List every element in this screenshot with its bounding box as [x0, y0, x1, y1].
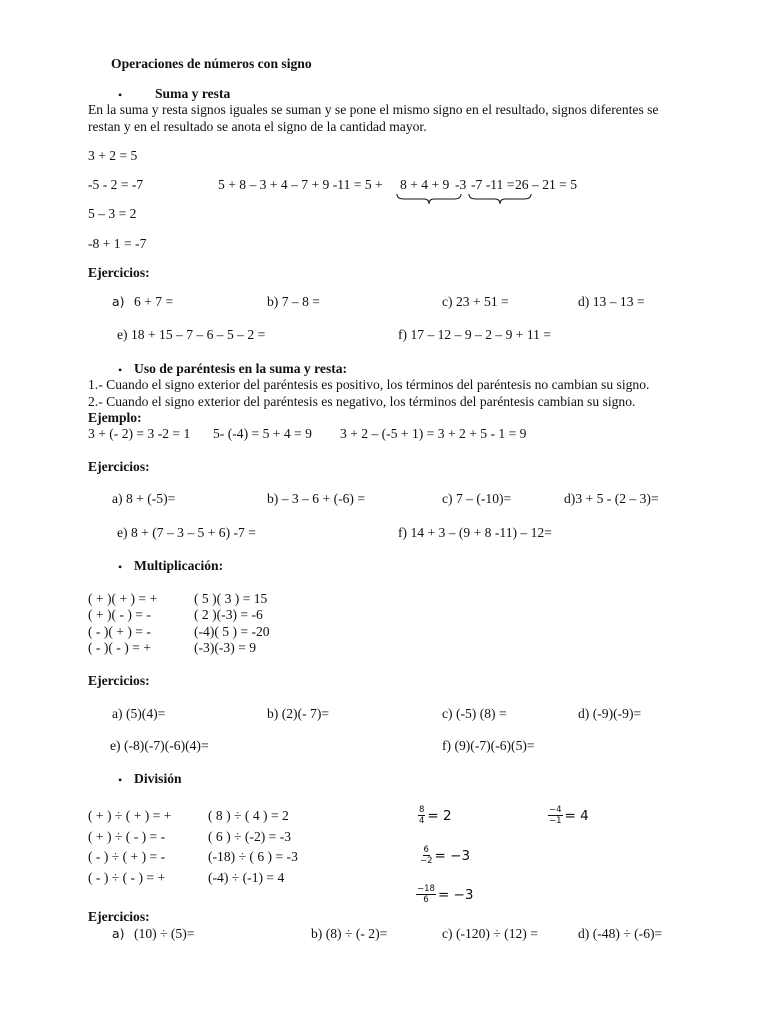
exercise-item: e) 8 + (7 – 3 – 5 + 6) -7 =: [117, 525, 256, 540]
exercise-item: c) (-120) ÷ (12) =: [442, 926, 538, 941]
exercise-item: b) – 3 – 6 + (-6) =: [267, 491, 366, 506]
rule-text-line2: restan y en el resultado se anota el signo de la cantidad mayor.: [88, 119, 427, 134]
fraction-expression: [420, 845, 470, 866]
example-line: 3 + (- 2) = 3 -2 = 1: [88, 426, 191, 441]
example-line: 5- (-4) = 5 + 4 = 9: [213, 426, 312, 441]
sign-rule: ( + ) ÷ ( - ) = -: [88, 829, 166, 844]
exercise-item: 6 + 7 =: [134, 294, 174, 309]
exercise-item: a) 8 + (-5)=: [112, 491, 176, 506]
rule-text: 1.- Cuando el signo exterior del paréntesis es positivo, los términos del paréntesis no cambian su signo.: [88, 377, 650, 392]
exercise-item: d) 13 – 13 =: [578, 294, 645, 309]
example-line: ( 5 )( 3 ) = 15: [194, 591, 268, 606]
exercise-item: d)3 + 5 - (2 – 3)=: [564, 491, 659, 506]
long-example-grouped-positive: 8 + 4 + 9: [400, 177, 450, 192]
exercise-item: d) (-48) ÷ (-6)=: [578, 926, 663, 941]
fraction-result: = −3: [434, 847, 471, 864]
exercise-item: b) (2)(- 7)=: [267, 706, 330, 721]
exercise-item: c) (-5) (8) =: [442, 706, 507, 721]
fraction-denominator: 6: [423, 895, 429, 905]
sign-rule: ( + )( - ) = -: [88, 607, 151, 622]
fraction-result: = 2: [427, 807, 452, 824]
bullet-icon: •: [118, 363, 123, 377]
long-example-grouped-negative: -7 -11 =: [471, 177, 515, 192]
ejemplo-label: Ejemplo:: [88, 410, 142, 425]
fraction-denominator: 4: [419, 816, 425, 826]
bullet-icon: •: [118, 773, 123, 787]
rule-text: 2.- Cuando el signo exterior del paréntesis es negativo, los términos del paréntesis cambian su signo.: [88, 394, 636, 409]
bullet-icon: •: [118, 560, 123, 574]
example-line: -5 - 2 = -7: [88, 177, 144, 192]
page-title: Operaciones de números con signo: [111, 56, 312, 71]
curly-brace-icon: [396, 193, 462, 205]
exercise-item: f) 14 + 3 – (9 + 8 -11) – 12=: [398, 525, 552, 540]
fraction-expression: [548, 805, 589, 826]
exercise-item: c) 7 – (-10)=: [442, 491, 512, 506]
fraction-denominator: −2: [420, 856, 433, 866]
exercise-item: b) 7 – 8 =: [267, 294, 320, 309]
fraction-numerator: −18: [417, 884, 435, 894]
example-line: 3 + 2 = 5: [88, 148, 138, 163]
long-example-result: 26 – 21 = 5: [515, 177, 578, 192]
example-line: ( 6 ) ÷ (-2) = -3: [208, 829, 292, 844]
fraction-numerator: 6: [423, 845, 429, 855]
exercise-item: d) (-9)(-9)=: [578, 706, 642, 721]
fraction-denominator: −1: [549, 816, 562, 826]
sign-rule: ( - )( - ) = +: [88, 640, 151, 655]
ejercicios-label: Ejercicios:: [88, 265, 150, 280]
ejercicios-label: Ejercicios:: [88, 459, 150, 474]
exercise-letter: a): [112, 294, 125, 309]
example-line: 5 – 3 = 2: [88, 206, 137, 221]
fraction-result: = 4: [564, 807, 589, 824]
sign-rule: ( + )( + ) = +: [88, 591, 158, 606]
exercise-item: (10) ÷ (5)=: [134, 926, 195, 941]
exercise-item: c) 23 + 51 =: [442, 294, 509, 309]
sign-rule: ( + ) ÷ ( + ) = +: [88, 808, 172, 823]
fraction-expression: [418, 805, 452, 826]
exercise-item: b) (8) ÷ (- 2)=: [311, 926, 388, 941]
fraction-numerator: 8: [419, 805, 425, 815]
example-line: (-4)( 5 ) = -20: [194, 624, 270, 639]
example-line: -8 + 1 = -7: [88, 236, 147, 251]
heading-multiplicacion: Multiplicación:: [134, 558, 224, 573]
curly-brace-icon: [468, 193, 532, 205]
fraction-expression: [416, 884, 473, 905]
exercise-item: a) (5)(4)=: [112, 706, 166, 721]
fraction-result: = −3: [437, 886, 474, 903]
long-example-part: 5 + 8 – 3 + 4 – 7 + 9 -11 = 5 +: [218, 177, 383, 192]
example-line: (-3)(-3) = 9: [194, 640, 257, 655]
example-line: 3 + 2 – (-5 + 1) = 3 + 2 + 5 - 1 = 9: [340, 426, 527, 441]
ejercicios-label: Ejercicios:: [88, 909, 150, 924]
heading-suma-resta: Suma y resta: [155, 86, 231, 101]
long-example-part: -3: [455, 177, 467, 192]
ejercicios-label: Ejercicios:: [88, 673, 150, 688]
exercise-item: e) 18 + 15 – 7 – 6 – 5 – 2 =: [117, 327, 266, 342]
heading-division: División: [134, 771, 182, 786]
example-line: ( 2 )(-3) = -6: [194, 607, 263, 622]
rule-text-line1: En la suma y resta signos iguales se suman y se pone el mismo signo en el resultado, signos diferentes se: [88, 102, 659, 117]
example-line: ( 8 ) ÷ ( 4 ) = 2: [208, 808, 289, 823]
sign-rule: ( - ) ÷ ( - ) = +: [88, 870, 166, 885]
sign-rule: ( - ) ÷ ( + ) = -: [88, 849, 166, 864]
fraction-numerator: −4: [549, 805, 562, 815]
sign-rule: ( - )( + ) = -: [88, 624, 151, 639]
heading-parentesis: Uso de paréntesis en la suma y resta:: [134, 361, 348, 376]
exercise-item: f) (9)(-7)(-6)(5)=: [442, 738, 535, 753]
example-line: (-4) ÷ (-1) = 4: [208, 870, 285, 885]
exercise-item: f) 17 – 12 – 9 – 2 – 9 + 11 =: [398, 327, 552, 342]
example-line: (-18) ÷ ( 6 ) = -3: [208, 849, 298, 864]
exercise-item: e) (-8)(-7)(-6)(4)=: [110, 738, 209, 753]
exercise-letter: a): [112, 926, 125, 941]
bullet-icon: •: [118, 88, 123, 102]
